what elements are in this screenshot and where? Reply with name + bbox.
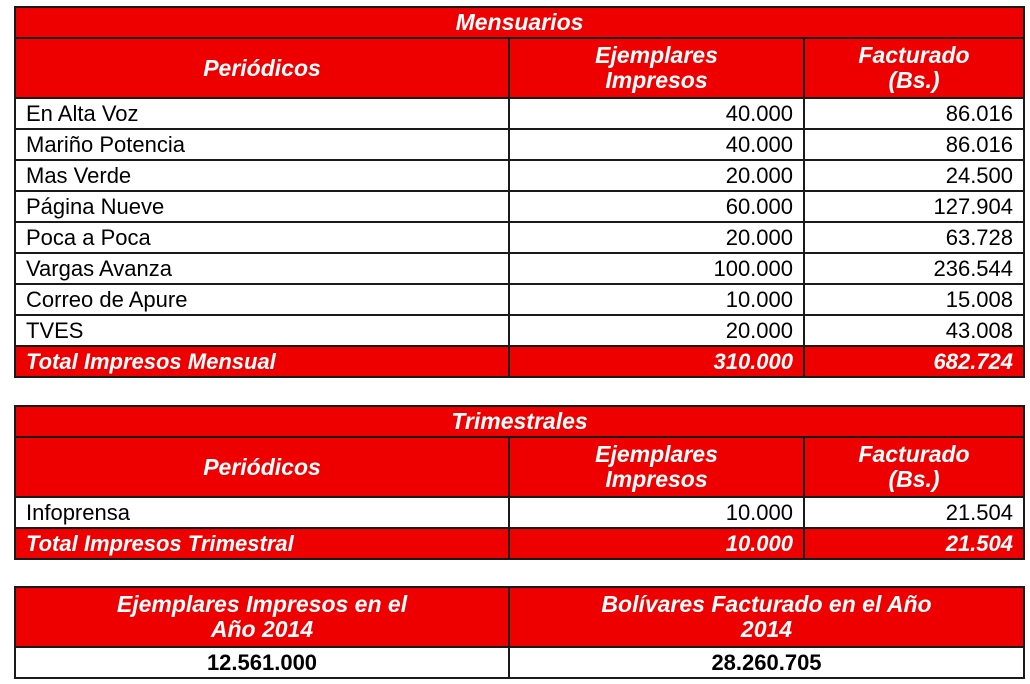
ejemplares-value: 20.000 <box>509 222 804 253</box>
trimestrales-header-facturado-line2: (Bs.) <box>888 466 940 492</box>
trimestrales-title-row <box>15 406 1024 437</box>
table-row <box>15 160 1024 191</box>
ejemplares-value: 10.000 <box>509 284 804 315</box>
facturado-value: 24.500 <box>804 160 1024 191</box>
ejemplares-value: 40.000 <box>509 98 804 129</box>
table-row <box>15 253 1024 284</box>
facturado-value: 15.008 <box>804 284 1024 315</box>
ejemplares-value: 100.000 <box>509 253 804 284</box>
facturado-value: 86.016 <box>804 98 1024 129</box>
periodico-name: TVES <box>15 315 509 346</box>
mensuarios-title: Mensuarios <box>15 7 1024 38</box>
trimestrales-header-facturado <box>804 437 1024 497</box>
anual-header-ejemplares-line1: Ejemplares Impresos en el <box>116 591 408 617</box>
mensuarios-total-row <box>15 346 1024 377</box>
mensuarios-total-label: Total Impresos Mensual <box>15 346 509 377</box>
table-row <box>15 98 1024 129</box>
facturado-value: 21.504 <box>804 497 1024 528</box>
table-row <box>15 315 1024 346</box>
periodico-name: Poca a Poca <box>15 222 509 253</box>
facturado-value: 43.008 <box>804 315 1024 346</box>
facturado-value: 127.904 <box>804 191 1024 222</box>
periodico-name: Mariño Potencia <box>15 129 509 160</box>
trimestrales-header-ejemplares-line2: Impresos <box>605 466 708 492</box>
anual-header-row <box>15 587 1024 647</box>
anual-bolivares-value: 28.260.705 <box>509 647 1024 678</box>
ejemplares-value: 40.000 <box>509 129 804 160</box>
trimestrales-header-ejemplares-line1: Ejemplares <box>595 441 718 467</box>
anual-summary-table <box>14 586 1025 679</box>
periodico-name: Correo de Apure <box>15 284 509 315</box>
mensuarios-header-facturado-line2: (Bs.) <box>888 67 940 93</box>
trimestrales-title: Trimestrales <box>15 406 1024 437</box>
table-row <box>15 191 1024 222</box>
anual-value-row <box>15 647 1024 678</box>
trimestrales-header-row <box>15 437 1024 497</box>
trimestrales-header-ejemplares <box>509 437 804 497</box>
anual-header-bolivares-line1: Bolívares Facturado en el Año <box>601 591 932 617</box>
anual-header-bolivares <box>509 587 1024 647</box>
table-row <box>15 497 1024 528</box>
trimestrales-table <box>14 405 1025 560</box>
anual-ejemplares-value: 12.561.000 <box>15 647 509 678</box>
table-row <box>15 129 1024 160</box>
facturado-value: 63.728 <box>804 222 1024 253</box>
mensuarios-table <box>14 6 1025 378</box>
mensuarios-header-ejemplares-line1: Ejemplares <box>595 42 718 68</box>
mensuarios-total-ejemplares: 310.000 <box>509 346 804 377</box>
anual-header-bolivares-line2: 2014 <box>740 616 793 642</box>
trimestrales-header-facturado-line1: Facturado <box>858 441 970 467</box>
ejemplares-value: 20.000 <box>509 160 804 191</box>
ejemplares-value: 20.000 <box>509 315 804 346</box>
periodico-name: Mas Verde <box>15 160 509 191</box>
mensuarios-total-facturado: 682.724 <box>804 346 1024 377</box>
mensuarios-title-row <box>15 7 1024 38</box>
periodico-name: Vargas Avanza <box>15 253 509 284</box>
table-row <box>15 222 1024 253</box>
mensuarios-header-facturado-line1: Facturado <box>858 42 970 68</box>
mensuarios-header-facturado <box>804 38 1024 98</box>
mensuarios-header-ejemplares <box>509 38 804 98</box>
facturado-value: 236.544 <box>804 253 1024 284</box>
periodico-name: Infoprensa <box>15 497 509 528</box>
mensuarios-header-row <box>15 38 1024 98</box>
anual-header-ejemplares-line2: Año 2014 <box>210 616 314 642</box>
trimestrales-total-label: Total Impresos Trimestral <box>15 528 509 559</box>
facturado-value: 86.016 <box>804 129 1024 160</box>
periodico-name: Página Nueve <box>15 191 509 222</box>
mensuarios-header-ejemplares-line2: Impresos <box>605 67 708 93</box>
trimestrales-total-ejemplares: 10.000 <box>509 528 804 559</box>
trimestrales-header-periodicos: Periódicos <box>15 437 509 497</box>
trimestrales-total-row <box>15 528 1024 559</box>
table-row <box>15 284 1024 315</box>
anual-header-ejemplares <box>15 587 509 647</box>
ejemplares-value: 10.000 <box>509 497 804 528</box>
trimestrales-total-facturado: 21.504 <box>804 528 1024 559</box>
mensuarios-header-periodicos: Periódicos <box>15 38 509 98</box>
ejemplares-value: 60.000 <box>509 191 804 222</box>
periodico-name: En Alta Voz <box>15 98 509 129</box>
